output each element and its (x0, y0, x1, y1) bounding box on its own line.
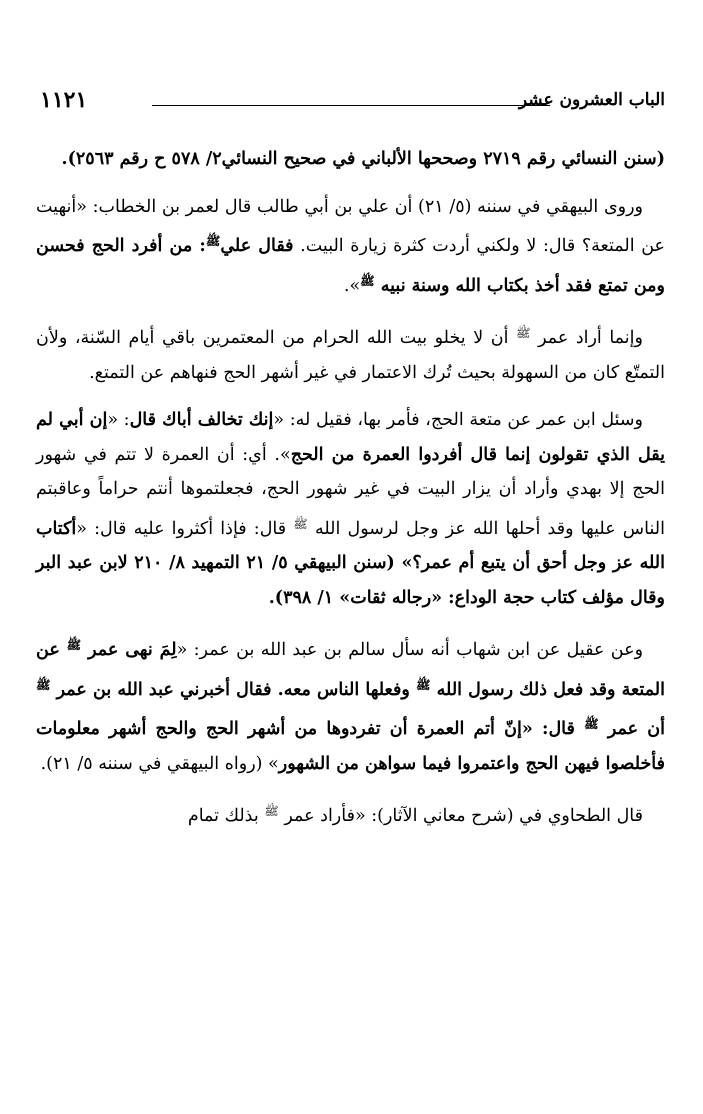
page-number: ١١٢١ (40, 87, 88, 113)
honorific-symbol: ﷺ (66, 638, 82, 652)
reference-text: » (سنن البيهقي ٥/ ٢١ التمهيد ٨/ ٢١٠ لابن عبد البر وقال مؤلف كتاب حجة الوداع: «رجاله ثقات» ١/ ٣٩٨). (36, 553, 665, 608)
honorific-symbol: ﷺ (264, 804, 279, 818)
paragraph-umar-intent: وإنما أراد عمر $^ﷺ$ أن لا يخلو بيت الله الحرام من المعتمرين باقي أيام السّنة، ولأن التمتّع كان من السهولة بحيث تُرك الاعتمار في غير أشهر الحج فنهاهم عن التمتع. (36, 326, 665, 383)
paragraph-bayhaqi-narration (36, 190, 665, 304)
header-rule (152, 105, 550, 106)
page-body (36, 142, 665, 847)
honorific-symbol: ﷺ (516, 326, 531, 340)
honorific-symbol: ﷺ (36, 677, 51, 692)
page-header (40, 86, 665, 114)
paragraph-citation (36, 142, 665, 177)
reference-text: » (رواه البيهقي في سننه ٥/ ٢١). (40, 753, 279, 774)
quote-text: فقال علي$^ﷺ$: من أفرد الحج فحسن ومن تمتع فقد أخذ بكتاب الله وسنة نبيه $^ﷺ$ (36, 234, 665, 296)
quote-close: ». (343, 275, 361, 296)
paragraph-ibn-umar: وسئل ابن عمر عن متعة الحج، فأمر بها، فقيل له: «إنك تخالف أباك قال: «إن أبي لم يقل الذي تقولون إنما قال أفردوا العمرة من الحج». أي: أن العمرة لا تتم في شهور الحج إلا بهدي وأراد أن يزار البيت في غير شهور الحج، فجعلتموها أنتم حراماً وعاقبتم الناس عليها وقد أحلها الله عز وجل لرسول الله $^ﷺ$ قال: فإذا أكثروا عليه قال: «أكتاب الله عز وجل أحق أن يتبع أم عمر؟» (سنن البيهقي ٥/ ٢١ التمهيد ٨/ ٢١٠ لابن عبد البر وقال مؤلف كتاب حجة الوداع: «رجاله ثقات» ١/ ٣٩٨). (36, 410, 665, 608)
honorific-symbol: ﷺ (205, 234, 221, 248)
honorific-symbol: ﷺ (360, 273, 375, 288)
quote-text: إنك تخالف أباك قال (129, 410, 274, 430)
paragraph-aqil: وعن عقيل عن ابن شهاب أنه سأل سالم بن عبد الله بن عمر: «لِمَ نهى عمر $^ﷺ$ عن المتعة وقد فعل ذلك رسول الله $^ﷺ$ وفعلها الناس معه. فقال أخبرني عبد الله بن عمر $^ﷺ$ أن عمر $^ﷺ$ قال: «إنّ أتم العمرة أن تفردوها من أشهر الحج والحج أشهر معلومات فأخلصوا فيهن الحج واعتمروا فيما سواهن من الشهور» (رواه البيهقي في سننه ٥/ ٢١). (36, 638, 666, 774)
narration-text: وروى البيهقي في سننه (٥/ ٢١) أن علي بن أبي طالب قال لعمر بن الخطاب: «أنهيت عن المتعة؟ قال: لا ولكني أردت كثرة زيارة البيت. (36, 196, 665, 256)
paragraph-tahawi: قال الطحاوي في (شرح معاني الآثار): «فأراد عمر $^ﷺ$ بذلك تمام (187, 804, 643, 826)
citation-text: (سنن النسائي رقم ٢٧١٩ وصححها الألباني في صحيح النسائي٢/ ٥٧٨ ح رقم ٢٥٦٣). (61, 149, 665, 169)
quote-text: أكتاب الله عز وجل أحق أن يتبع أم عمر؟ (36, 518, 665, 573)
chapter-title: الباب العشرون عشر (518, 90, 665, 110)
honorific-symbol: ﷺ (415, 677, 431, 692)
honorific-symbol: ﷺ (584, 717, 599, 731)
honorific-symbol: ﷺ (293, 516, 308, 531)
quote-text: لِمَ نهى عمر $^ﷺ$ عن المتعة وقد فعل ذلك رسول الله $^ﷺ$ وفعلها الناس معه. فقال أخبرني عبد الله بن عمر $^ﷺ$ أن عمر $^ﷺ$ قال: «إنّ أتم العمرة أن تفردوها من أشهر الحج والحج أشهر معلومات فأخلصوا فيهن الحج واعتمروا فيما سواهن من الشهور (36, 638, 666, 774)
quote-text: إن أبي لم يقل الذي تقولون إنما قال أفردوا العمرة من الحج (36, 410, 665, 465)
